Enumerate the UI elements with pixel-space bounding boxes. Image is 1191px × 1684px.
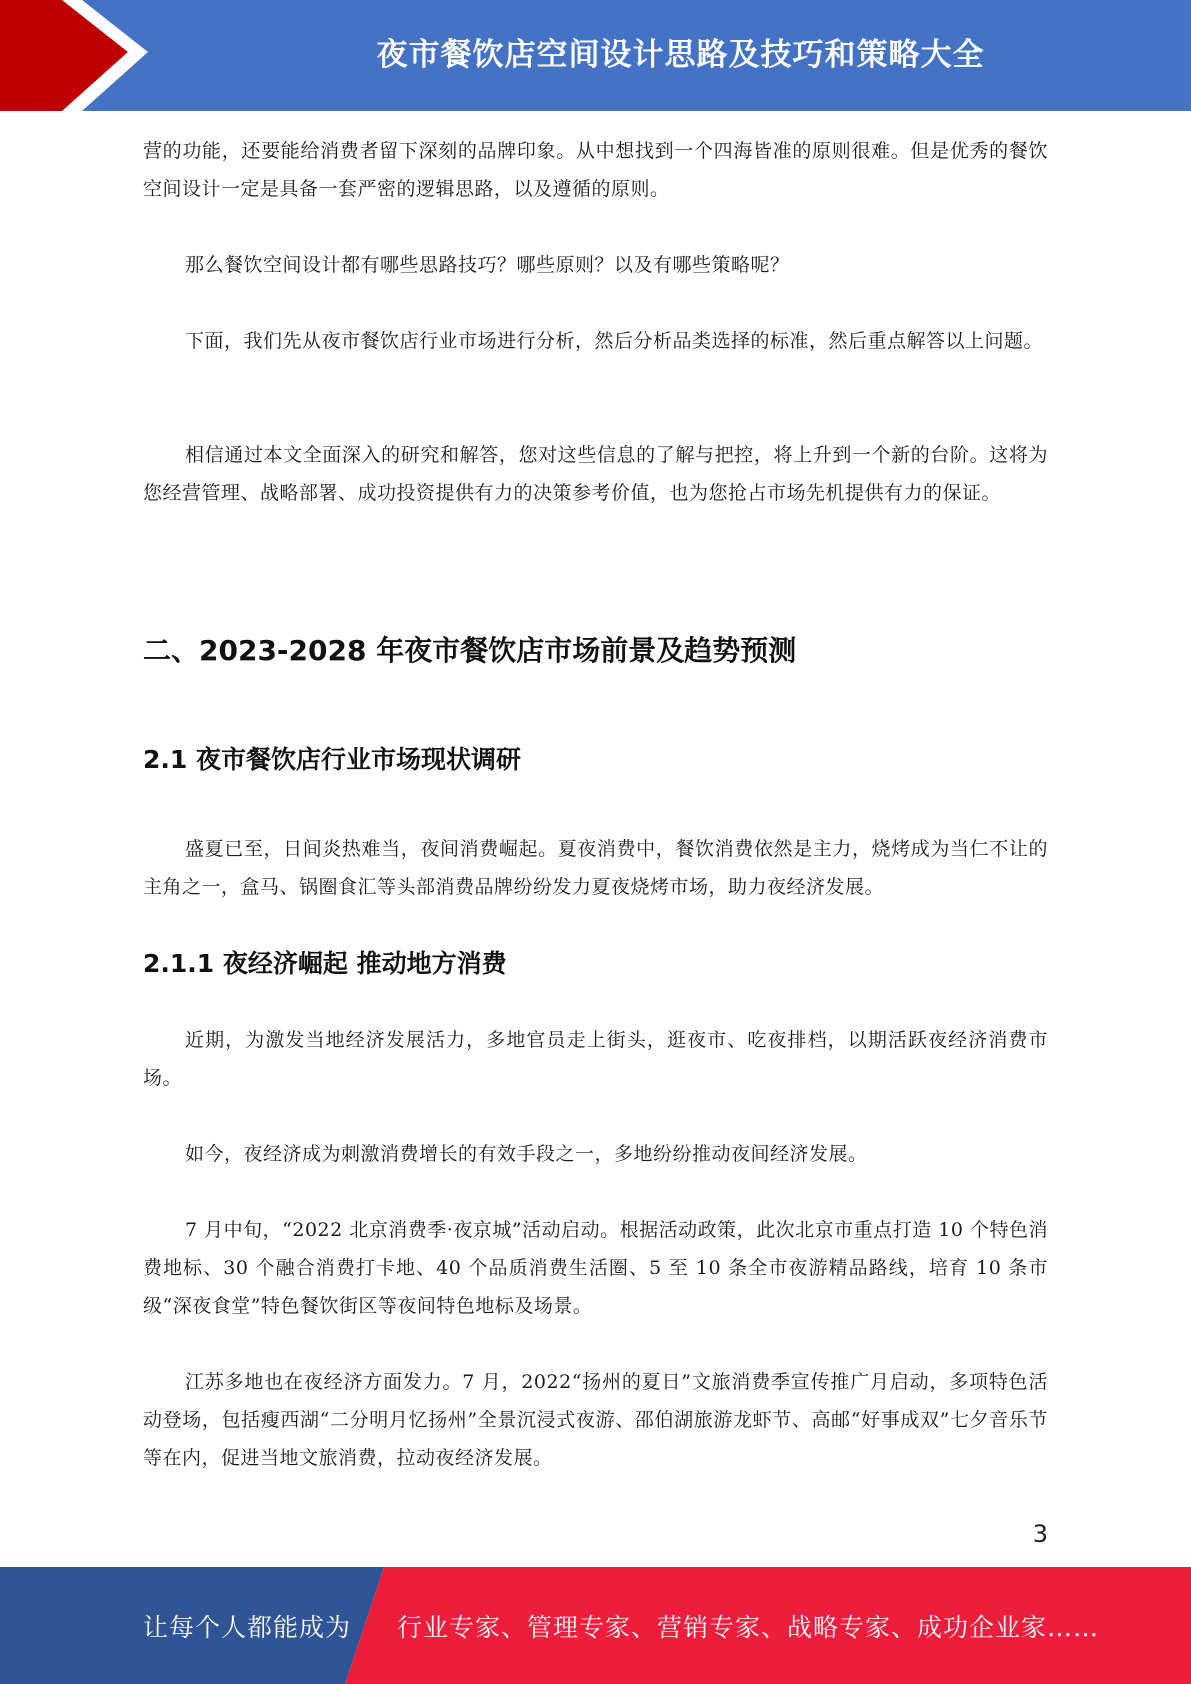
- document-title: 夜市餐饮店空间设计思路及技巧和策略大全: [376, 37, 985, 73]
- subsection-2-1-1-paragraph-1: [143, 1021, 1048, 1097]
- subsection-heading-2-1: 2.1 夜市餐饮店行业市场现状调研: [143, 745, 521, 774]
- paragraph-text: 相信通过本文全面深入的研究和解答，您对这些信息的了解与把控，将上升到一个新的台阶。这将为您经营管理、战略部署、成功投资提供有力的决策参考价值，也为您抢占市场先机提供有力的保证。: [143, 444, 1048, 504]
- subsection-2-1-1-paragraph-3: [143, 1211, 1048, 1325]
- intro-paragraph-2: [143, 246, 1048, 284]
- page-number: 3: [1032, 1520, 1048, 1548]
- subsection-2-1-1-paragraph-4: [143, 1363, 1048, 1477]
- paragraph-text: 如今，夜经济成为刺激消费增长的有效手段之一，多地纷纷推动夜间经济发展。: [185, 1143, 868, 1165]
- page-footer: [0, 1567, 1191, 1684]
- paragraph-text: 7 月中旬，“2022 北京消费季·夜京城”活动启动。根据活动政策，此次北京市重点打造 10 个特色消费地标、30 个融合消费打卡地、40 个品质消费生活圈、5 至 10 条全市夜游精品路线，培育 10 条市级“深夜食堂”特色餐饮街区等夜间特色地标及场景。: [143, 1219, 1048, 1317]
- footer-slogan-left: 让每个人都能成为: [143, 1612, 352, 1642]
- paragraph-text: 近期，为激发当地经济发展活力，多地官员走上街头，逛夜市、吃夜排档，以期活跃夜经济消费市场。: [143, 1029, 1048, 1089]
- section-heading: 二、2023-2028 年夜市餐饮店市场前景及趋势预测: [143, 634, 797, 667]
- subsection-2-1-1-paragraph-2: [143, 1135, 1048, 1173]
- intro-paragraph-1: [143, 132, 1048, 208]
- paragraph-text: 江苏多地也在夜经济方面发力。7 月，2022“扬州的夏日”文旅消费季宣传推广月启动，多项特色活动登场，包括瘦西湖“二分明月忆扬州”全景沉浸式夜游、邵伯湖旅游龙虾节、高邮“好事成双”七夕音乐节等在内，促进当地文旅消费，拉动夜经济发展。: [143, 1371, 1048, 1469]
- page-header: [0, 0, 1191, 111]
- paragraph-text: 那么餐饮空间设计都有哪些思路技巧？哪些原则？以及有哪些策略呢？: [185, 254, 790, 276]
- paragraph-text: 营的功能，还要能给消费者留下深刻的品牌印象。从中想找到一个四海皆准的原则很难。但是优秀的餐饮空间设计一定是具备一套严密的逻辑思路，以及遵循的原则。: [143, 140, 1048, 200]
- intro-paragraph-3: [143, 322, 1048, 360]
- intro-paragraph-4: [143, 436, 1048, 512]
- footer-slogan-right: 行业专家、管理专家、营销专家、战略专家、成功企业家……: [397, 1612, 1100, 1642]
- paragraph-text: 盛夏已至，日间炎热难当，夜间消费崛起。夏夜消费中，餐饮消费依然是主力，烧烤成为当仁不让的主角之一，盒马、锅圈食汇等头部消费品牌纷纷发力夏夜烧烤市场，助力夜经济发展。: [143, 838, 1048, 898]
- paragraph-text: 下面，我们先从夜市餐饮店行业市场进行分析，然后分析品类选择的标准，然后重点解答以上问题。: [185, 330, 1044, 352]
- subsection-2-1-paragraph: [143, 830, 1048, 906]
- subsection-heading-2-1-1: 2.1.1 夜经济崛起 推动地方消费: [143, 949, 507, 978]
